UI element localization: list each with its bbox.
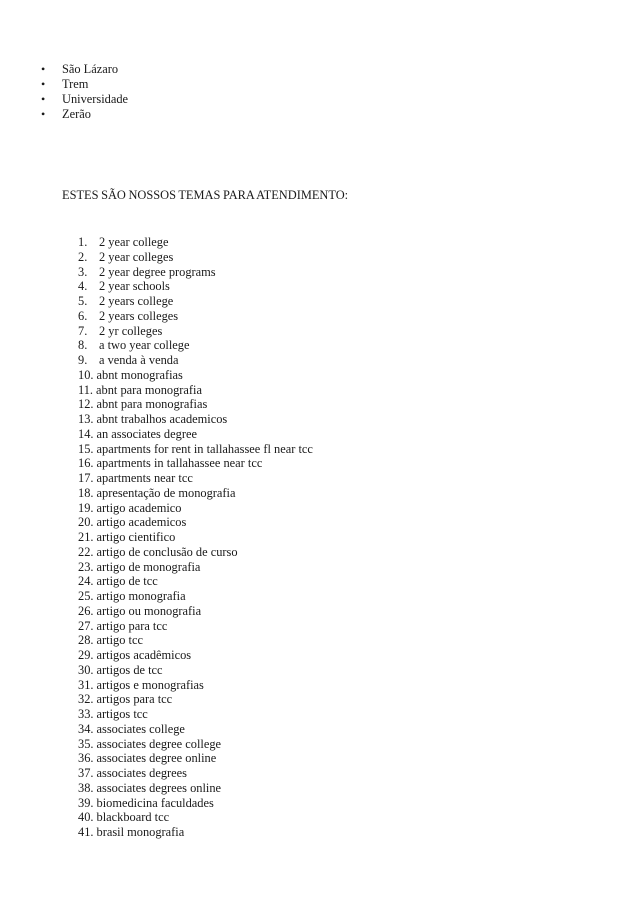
topic-item [78, 235, 313, 250]
topic-number: 12. [78, 397, 94, 412]
topic-label: artigo ou monografia [96, 603, 202, 618]
topic-item [78, 427, 313, 442]
topic-number: 29. [78, 648, 94, 662]
topic-label: associates degrees [96, 766, 187, 780]
topic-item [78, 796, 313, 811]
topic-item [78, 530, 313, 545]
topic-item [78, 604, 313, 619]
list-item [40, 62, 128, 77]
topic-item [78, 678, 313, 693]
location-bullet-list [40, 62, 128, 122]
topic-label: artigos e monografias [96, 677, 204, 692]
topic-item [78, 309, 313, 324]
topic-label: artigos acadêmicos [96, 648, 192, 662]
topic-item [78, 692, 313, 707]
topic-item [78, 648, 313, 663]
topic-number: 31. [78, 677, 94, 692]
topic-label: artigo tcc [96, 633, 143, 648]
topics-numbered-list [78, 235, 313, 840]
topic-item [78, 338, 313, 353]
list-item [40, 92, 128, 107]
topic-item [78, 707, 313, 722]
list-item-label: Trem [62, 77, 89, 91]
topic-number: 24. [78, 574, 94, 589]
topic-label: artigos para tcc [96, 692, 173, 707]
topic-label: a venda à venda [99, 353, 179, 367]
topic-number: 27. [78, 618, 94, 633]
topic-label: associates degrees online [96, 780, 222, 795]
topic-label: an associates degree [96, 426, 197, 441]
topic-label: 2 years colleges [99, 308, 179, 323]
topic-label: apartments in tallahassee near tcc [96, 456, 263, 471]
topic-label: blackboard tcc [96, 810, 170, 825]
topic-item [78, 545, 313, 560]
topic-item [78, 589, 313, 604]
topic-number: 22. [78, 544, 94, 559]
topic-item [78, 751, 313, 766]
topic-item [78, 486, 313, 501]
bullet-icon: • [41, 77, 46, 91]
topic-label: artigo monografia [96, 589, 186, 603]
topic-label: artigo de tcc [96, 574, 158, 589]
list-item-label: Zerão [62, 107, 91, 121]
topic-label: artigos tcc [96, 707, 148, 721]
topic-label: 2 yr colleges [99, 323, 163, 338]
topic-label: abnt monografias [96, 367, 183, 382]
topic-label: abnt para monografia [96, 382, 202, 397]
topic-item [78, 663, 313, 678]
topic-number: 28. [78, 633, 94, 648]
list-item-label: São Lázaro [62, 62, 119, 76]
topic-item [78, 766, 313, 781]
topic-number: 9. [78, 353, 88, 367]
topic-number: 37. [78, 766, 94, 780]
topic-item [78, 781, 313, 796]
topic-label: abnt para monografias [96, 397, 208, 412]
topic-number: 23. [78, 559, 94, 574]
topic-number: 26. [78, 603, 94, 618]
topic-item [78, 515, 313, 530]
topic-number: 33. [78, 707, 94, 721]
topic-number: 36. [78, 751, 94, 766]
topic-item [78, 397, 313, 412]
topic-label: 2 year colleges [99, 249, 174, 264]
bullet-icon: • [41, 62, 46, 76]
topic-label: artigo de conclusão de curso [96, 544, 238, 559]
topic-number: 10. [78, 367, 94, 382]
topic-number: 35. [78, 736, 94, 751]
topic-number: 19. [78, 500, 94, 515]
topic-number: 38. [78, 780, 94, 795]
topic-label: apartments for rent in tallahassee fl near tcc [96, 441, 313, 456]
list-item [40, 107, 128, 122]
topic-item [78, 633, 313, 648]
topic-number: 16. [78, 456, 94, 471]
topic-item [78, 619, 313, 634]
list-item-label: Universidade [62, 92, 129, 106]
topic-label: associates college [96, 721, 185, 736]
topic-number: 20. [78, 515, 94, 530]
topic-number: 11. [78, 382, 94, 397]
topic-number: 8. [78, 338, 88, 353]
topic-number: 17. [78, 471, 94, 485]
topic-item [78, 574, 313, 589]
topic-number: 25. [78, 589, 94, 603]
topic-label: artigo de monografia [96, 559, 201, 574]
topic-item [78, 560, 313, 575]
bullet-icon: • [41, 107, 46, 121]
topic-number: 13. [78, 412, 94, 426]
topic-label: a two year college [99, 338, 190, 353]
topic-item [78, 353, 313, 368]
topic-number: 15. [78, 441, 94, 456]
topic-label: artigo para tcc [96, 618, 168, 633]
topic-item [78, 294, 313, 309]
topic-item [78, 412, 313, 427]
topic-item [78, 501, 313, 516]
topic-item [78, 279, 313, 294]
topic-number: 5. [78, 294, 88, 308]
topic-number: 3. [78, 264, 88, 279]
topic-number: 34. [78, 721, 94, 736]
topic-number: 1. [78, 235, 88, 249]
topic-label: artigo academico [96, 500, 182, 515]
list-item [40, 77, 128, 92]
topic-label: artigo academicos [96, 515, 187, 530]
section-heading: ESTES SÃO NOSSOS TEMAS PARA ATENDIMENTO: [62, 188, 349, 202]
bullet-icon: • [41, 92, 46, 106]
topic-number: 41. [78, 825, 94, 839]
topic-label: apresentação de monografia [96, 485, 236, 500]
topic-label: artigo cientifico [96, 530, 176, 544]
topic-label: biomedicina faculdades [96, 795, 214, 810]
topic-label: 2 years college [99, 294, 174, 308]
topic-label: apartments near tcc [96, 471, 193, 485]
topic-number: 6. [78, 308, 88, 323]
topic-number: 32. [78, 692, 94, 707]
topic-label: brasil monografia [96, 825, 185, 839]
topic-number: 18. [78, 485, 94, 500]
topic-label: 2 year degree programs [99, 264, 216, 279]
topic-label: abnt trabalhos academicos [96, 412, 228, 426]
topic-number: 4. [78, 279, 88, 294]
topic-label: artigos de tcc [96, 662, 163, 677]
topic-item [78, 383, 313, 398]
topic-item [78, 250, 313, 265]
topic-number: 39. [78, 795, 94, 810]
topic-item [78, 737, 313, 752]
topic-item [78, 825, 313, 840]
topic-item [78, 442, 313, 457]
topic-number: 7. [78, 323, 88, 338]
topic-number: 40. [78, 810, 94, 825]
topic-label: 2 year college [99, 235, 169, 249]
topic-number: 2. [78, 249, 88, 264]
topic-item [78, 368, 313, 383]
topic-item [78, 722, 313, 737]
topic-number: 14. [78, 426, 94, 441]
topic-item [78, 456, 313, 471]
topic-number: 30. [78, 662, 94, 677]
topic-number: 21. [78, 530, 94, 544]
topic-label: associates degree online [96, 751, 217, 766]
topic-item [78, 810, 313, 825]
topic-item [78, 471, 313, 486]
topic-label: 2 year schools [99, 279, 170, 294]
topic-label: associates degree college [96, 736, 222, 751]
topic-item [78, 265, 313, 280]
topic-item [78, 324, 313, 339]
